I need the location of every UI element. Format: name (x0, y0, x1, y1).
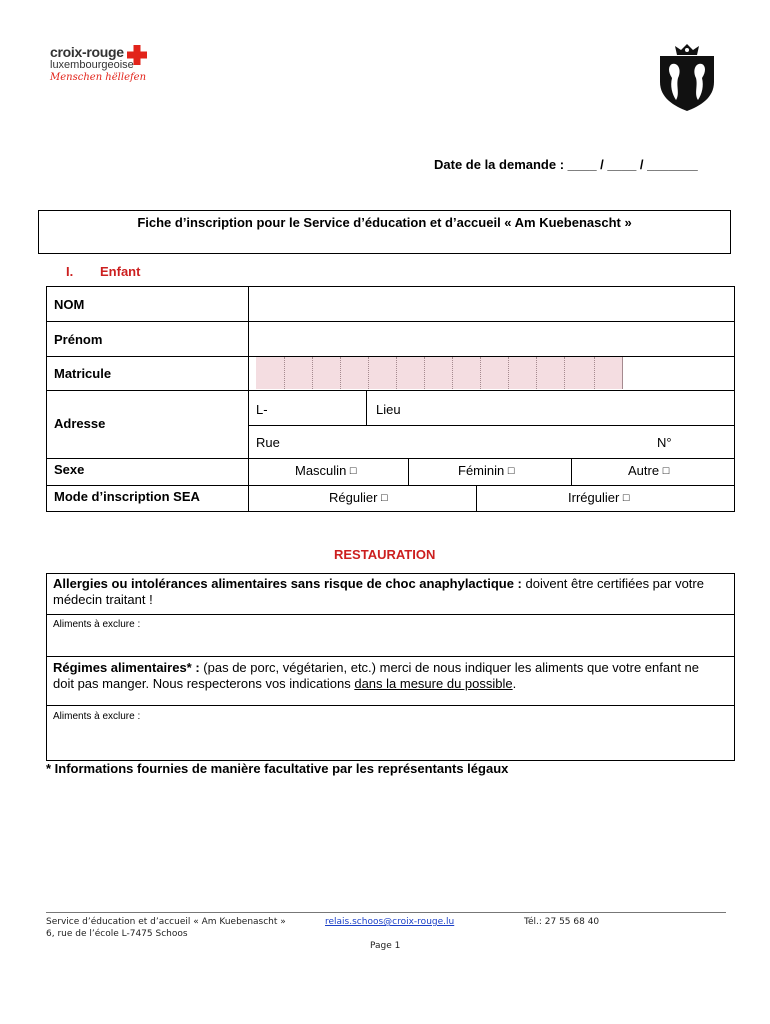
allergies-exclude-field[interactable] (160, 615, 734, 655)
regimes-underlined: dans la mesure du possible (354, 676, 513, 691)
footer-email-link[interactable]: relais.schoos@croix-rouge.lu (325, 917, 455, 927)
option-label: Masculin (295, 463, 347, 478)
footnote: * Informations fournies de manière facultative par les représentants légaux (46, 761, 509, 776)
allergies-rest: doivent être certifiées par votre médecin traitant ! (53, 576, 704, 607)
checkbox-autre[interactable]: □ (662, 465, 670, 477)
logo-slogan: Menschen hëllefen (50, 72, 147, 83)
section-title: Enfant (100, 264, 141, 279)
regimes-end: . (512, 676, 517, 691)
option-label: Régulier (329, 490, 378, 505)
date-de-la-demande: Date de la demande : ____ / ____ / _______ (434, 157, 698, 172)
postal-prefix-label: L- (256, 402, 268, 417)
lieu-field[interactable] (410, 391, 734, 424)
mode-option-irregulier[interactable] (568, 490, 630, 505)
regimes-text (53, 660, 723, 692)
sexe-option-masculin[interactable] (295, 463, 357, 478)
croix-rouge-logo (48, 44, 158, 90)
footer-service: Service d’éducation et d’accueil « Am Kuebenascht » (46, 917, 286, 927)
nom-label: NOM (54, 297, 85, 312)
logo-line2: luxembourgeoise (50, 59, 134, 71)
adresse-label: Adresse (54, 416, 106, 431)
nom-field[interactable] (249, 287, 734, 320)
regimes-rest: (pas de porc, végétarien, etc.) merci de nous indiquer les aliments que votre enfant ne doit pas manger. Nous respecterons vos indications (53, 660, 700, 691)
sexe-option-autre[interactable] (628, 463, 669, 478)
sexe-label: Sexe (54, 462, 85, 477)
option-label: Irrégulier (568, 490, 620, 505)
red-cross-icon (127, 45, 147, 65)
footer-phone: Tél.: 27 55 68 40 (524, 917, 600, 927)
allergies-bold: Allergies ou intolérances alimentaires sans risque de choc anaphylactique : (53, 576, 522, 591)
option-label: Féminin (458, 463, 505, 478)
coat-of-arms-icon (656, 42, 718, 112)
rue-field[interactable] (290, 426, 640, 457)
allergies-text (53, 576, 723, 608)
restauration-heading: RESTAURATION (334, 547, 436, 562)
lieu-label: Lieu (376, 402, 401, 417)
page-number: Page 1 (370, 941, 401, 951)
prenom-label: Prénom (54, 332, 103, 347)
postal-code-field[interactable] (270, 391, 365, 424)
regimes-exclude-field[interactable] (160, 706, 734, 760)
prenom-field[interactable] (249, 322, 734, 355)
sexe-option-feminin[interactable] (458, 463, 515, 478)
section-number: I. (66, 264, 74, 279)
footer-address: 6, rue de l’école L-7475 Schoos (46, 929, 188, 939)
regimes-bold: Régimes alimentaires* : (53, 660, 200, 675)
footer-divider (46, 912, 726, 913)
mode-inscription-label: Mode d’inscription SEA (54, 489, 200, 504)
form-title-box (38, 210, 731, 254)
numero-label: N° (657, 435, 672, 450)
checkbox-irregulier[interactable]: □ (622, 492, 630, 504)
exclude-label-2: Aliments à exclure : (53, 711, 141, 722)
mode-option-regulier[interactable] (329, 490, 388, 505)
matricule-label: Matricule (54, 366, 112, 381)
logo-line1: croix-rouge (50, 44, 124, 60)
rue-label: Rue (256, 435, 280, 450)
exclude-label-1: Aliments à exclure : (53, 619, 141, 630)
checkbox-masculin[interactable]: □ (349, 465, 357, 477)
checkbox-feminin[interactable]: □ (507, 465, 515, 477)
option-label: Autre (628, 463, 660, 478)
checkbox-regulier[interactable]: □ (381, 492, 388, 504)
form-title: Fiche d’inscription pour le Service d’éducation et d’accueil « Am Kuebenascht » (137, 215, 632, 230)
